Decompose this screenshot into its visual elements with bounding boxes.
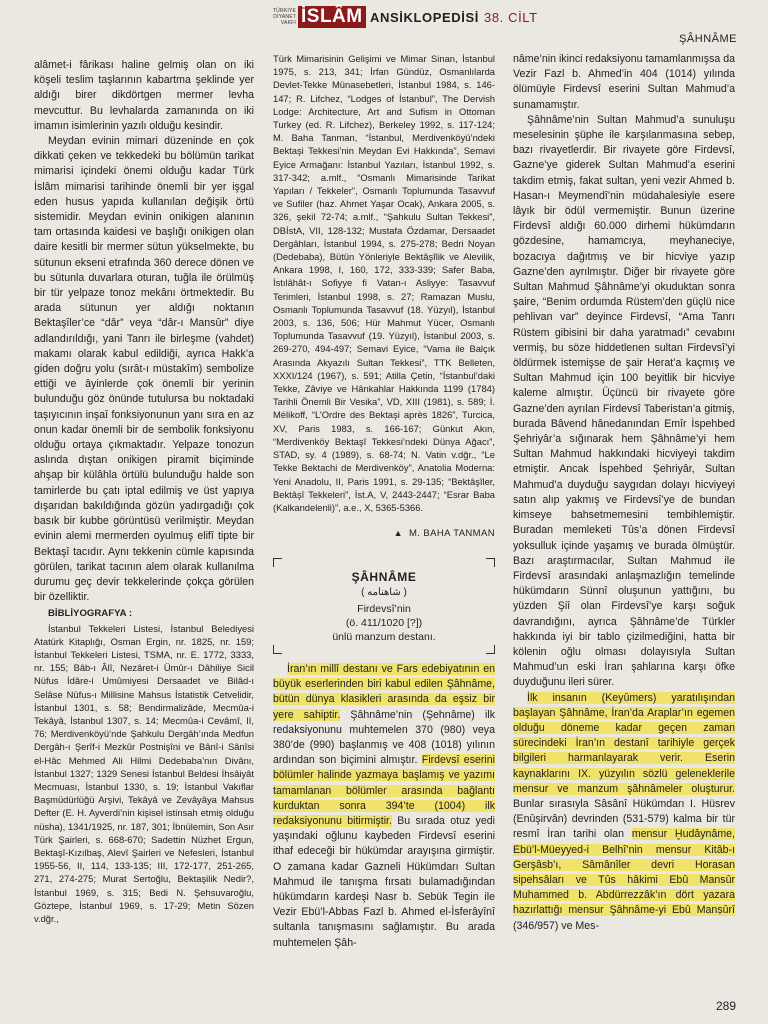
highlighted-text: Firdevsî eserini bölümler halinde yazmaya başlamış ve yazımı tamamlanan bölümler arasında bağlantı kurduktan sonra 394’te (1004) ilk redaksiyonunu bitirmiştir. [273,754,496,828]
corner-mark [273,645,282,654]
column-middle-top [273,52,495,541]
highlighted-text: mensur Ḫudâynâme, Ebü’l-Müeyyed-i Belhî’nin mensur Kitâb-ı Gerşâsb’ı, Sâmânîler devri Horasan sipehsâları ve Tûs hâkimi Ebû Mansûr Muhammed b. Abdürrezzâk’ın dört yazara hazırlattığı mensur Şâhnâme-yi Ebû Manṣûrî [513,828,735,917]
highlighted-text: İran’ın millî destanı ve Fars edebiyatının en büyük eserlerinden biri kabul edilen Şâhnâme, bütün dünya klasikleri arasında da eşsiz bir yere sahiptir. [273,663,495,721]
highlighted-text: İlk insanın (Keyûmers) yaratılışından başlayan Şâhnâme, İran’da Araplar’ın egemen olduğu döneme kadar geçen zaman sürecindeki İran’ın destanî tarihiyle gerçek bilgileri harmanlayarak verir. Eserin kaynaklarını IX. yüzyılın sözlü geleneklerile mensur ve manzum şâhnâmeler oluşturur. [513,691,735,795]
text-run: Bunlar sırasıyla Sâsânî Hükümdarı I. Hüsrev (Enûşirvân) devrinden (531-579) kalma bir tür resmî İran tarihi olan [513,797,735,841]
author-name: M. BAHA TANMAN [408,528,495,540]
text-run: (346/957) ve Mes- [513,919,599,932]
corner-mark [273,558,282,567]
column-left [34,58,254,925]
publisher-label: TÜRKİYE DİYANET VAKFI [272,8,296,26]
volume-label: 38. CİLT [484,10,538,25]
paragraph [273,662,495,951]
author-mark-icon: ▲ [393,528,403,539]
entry-subtitle: (ö. 411/1020 [?]) [345,617,423,629]
entry-heading-box [273,558,495,654]
entry-subtitle: ünlü manzum destanı. [332,631,436,643]
logo-islam: İSLÂM [298,6,366,28]
text-run: Bu sırada otuz yedi yaşındaki oğlunu kaybeden Firdevsî eserini ithaf edeceği bir hükümdar arayışına girmiştir. O zamana kadar Gazneli Hükümdarı Sultan Mahmud ile tanışma fırsatı bulamadığından hükümdarın kardeşi Nasr b. Sebük Tegin ile Vezir Ebü’l-Abbas Fazl b. Ahmed el-İsferâyînî sultanla tanışmasını sağlamıştır. Bu arada muhtemelen Şâh- [273,815,495,949]
text-run: Şâhnâme’nin (Şehnâme) ilk redaksiyonunu muhtemelen 370 (980) veya 380’de (990) başlanmış ve 408 (1018) yılının ardından son biçimini almıştır. [273,708,495,767]
paragraph [513,691,735,934]
paragraph: Şâhnâme’nin Sultan Mahmud’a sunuluşu meselesinin şüphe ile karşılanmasına sebep, bazı rivayetlerdir. Bir rivayete göre Firdevsî, Gazne’ye giderek Sultan Mahmud’a eserini takdim etmiş, fakat sultan, yeni vezir Ahmed b. Hasan-ı Meymendî’nin müdahalesiyle esere lâyık bir ödül vermemiştir. Bunun üzerine Firdevsî aldığı 60.000 dirhemi hükümdarın gözdesine, hamamcıya, meyhaneciye, bozacıya dağıtmış ve bir hicviye yazıp Gazne’den ayrılmıştır. Diğer bir rivayete göre Sultan Mahmud Şâhnâme’yi okuduktan sonra şaire, “Benim ordumda Rüstem’den güçlü nice pehlivan var” deyince Firdevsî, “Ama Tanrı Rüstem gibisini bir daha yaratmadı” cevabını vermiş, bu söze hiddetlenen sultan Firdevsî’yi öldürmek istemişse de şair Herat’a kaçmış ve Sultan Mahmud için 100 beyitlik bir hicviye kaleme almıştır. Üçüncü bir rivayete göre Gazne’den ayrılan Firdevsî Taberistan’a gitmiş, burada Bâvend hânedanından Emîr İspehbed Şehriyâr’a sığınarak hem Şâhnâme’yi hem Sultan Mahmud hakkındaki hicviyeyi takdim etmiştir. Ancak İspehbed Şehriyâr, Sultan Mahmud’a duyduğu saygıdan dolayı hicviyeyi satın alıp yakmış ve Firdevsî’ye de bundan kimseye bahsetmemesini tembihlemiştir. Buradan memleketi Tûs’a dönen Firdevsî yoksulluk içinde yaşamış ve burada ölmüştür. Bazı araştırmacılar, Sultan Mahmud ile Firdevsî arasındaki anlaşmazlığın temelinde hükümdarın Sünnî oluşunun yattığını, bu yüzden Şiî olan Firdevsî’ye karşı soğuk davrandığını, ayrıca Şâhnâme’de Türkler hakkında iyi bir tablo çizilmediğini, hatta bir kölenin oğlu olması dolayısıyla Sultan Mahmud’un eski İran şahlarına karşı öfke duyduğunu ileri sürer. [513,113,735,689]
logo-ansiklopedisi: ANSİKLOPEDİSİ [370,10,479,25]
running-head-word: ŞÂHNÂME [679,33,737,45]
corner-mark [486,558,495,567]
column-right [513,52,735,934]
corner-mark [486,645,495,654]
paragraph: alâmet-i fârikası haline gelmiş olan on iki köşeli teslim taşlarının kabartma şeklinde yer aldığı birer dikdörtgen mermer levha mevcuttur. Bu levhalarda zamanında on iki imamın isimlerinin yazılı olduğu kesindir. [34,59,254,132]
entry-title: ŞÂHNÂME [351,570,417,584]
entry-arabic-title: ( شاهنامه ) [361,587,407,598]
paragraph: nâme’nin ikinci redaksiyonu tamamlanmışsa da Vezir Fazl b. Ahmed’in 404 (1014) yılında ölümüyle Firdevsî eserini Sultan Mahmud’a sunamamıştır. [513,53,735,111]
entry-subtitle: Firdevsî’nin [357,603,411,615]
page-number: 289 [715,999,736,1013]
bibliography-text: Türk Mimarisinin Gelişimi ve Mimar Sinan, İstanbul 1975, s. 213, 341; İrfan Gündüz, Osmanlılarda Devlet-Tekke Münasebetleri, İstanbul 1984, s. 146-147; R. Lifchez, “Lodges of İstanbul”, The Dervish Lodge: Architecture, Art and Sufism in Ottoman Turkey (ed. R. Lifchez), Berkeley 1992, s. 117-124; M. Baha Tanman, “İstanbul, Merdivenköyü’ndeki Bektaşi Tekkesi’nin Meydan Evi Hakkında”, Semavi Eyice Armağanı: İstanbul Yazıları, İstanbul 1992, s. 317-342; a.mlf., “Osmanlı Mimarisinde Tarikat Yapıları / Tekkeler”, Osmanlı Toplumunda Tasavvuf ve Sufiler (haz. Ahmet Yaşar Ocak), Ankara 2005, s. 326, şekil 72-74; a.mlf., “Şahkulu Sultan Tekkesi”, DBİstA, VII, 128-132; Mustafa Özdamar, Dersaadet Dergâhları, İstanbul 1994, s. 275-278; Bedri Noyan (Dedebaba), Bütün Yönleriyle Bektâşîlik ve Alevilik, Ankara 1998, I, 160, 172, 333-339; Safer Baba, İstılâhât-ı Sofiyye fi Vatan-ı Asliyye: Tasavvuf Terimleri, İstanbul 1998, s. 27; Ramazan Muslu, Osmanlı Toplumunda Tasavvuf (18. Yüzyıl), İstanbul 2003, s. 136, 506; Hür Mahmut Yücer, Osmanlı Toplumunda Tasavvuf (19. Yüzyıl), İstanbul 2003, s. 269-270, 494-497; Semavi Eyice, “Vama ile Balçık Arasında Akyazılı Sultan Tekkesi”, TTK Belleten, XXXI/124 (1967), s. 591; Atilla Çetin, “İstanbul’daki Tekke, Zâviye ve Hânkahlar Hakkında 1199 (1784) Tarihli Önemli Bir Vesika”, VD, XIII (1981), s. 589; İ. Mélikoff, “L’Ordre des Bektaşi après 1826”, Turcica, XV, Paris 1983, s. 166-167; Günkut Akın, “Merdivenköy Bektaşî Tekkesi’ndeki Dünya Ağacı”, STAD, sy. 4 (1989), s. 68-74; N. Vatin v.dğr., “Le Tekke Bektachi de Merdivenköy”, Anatolia Moderna: Yeni Anadolu, II, Paris 1991, s. 29-135; “Bektâşîler, Bektâşî Tekkeleri”, İst.A, V, 2443-2447; “Esrar Baba (Kalkandelenli)”, a.e., X, 5365-5366. [273,53,495,513]
bibliography-heading: BİBLİYOGRAFYA : [48,608,133,620]
paragraph: Meydan evinin mimari düzeninde en çok dikkati çeken ve tekkedeki bu bölümün tarikat mimarisi içindeki önemi olduğu kadar Türk İslâm mimarisi tarihinde önemli bir yer işgal eden husus yapıda kullanılan değişik örtü sistemidir. Meydan evinin onikigen alanının tam ortasında kaidesi ve başlığı onikigen olan daire kesitli bir mermer sütun yükselmekte, bu sütunun ekseni etrafında 360 derece dönen ve bu sütunla duvarlara oturan, tuğla ile örülmüş bir tür yelpaze tonoz mekânı örtmektedir. Bu arada sütunun yer aldığı noktanın Bektaşîler’ce “dâr” veya “dâr-ı Mansûr” diye adlandırıldığı, yani Tanrı ile birleşme (vahdet) makamı olarak kabul edildiği, ayrıca Hakk’a giden doğru yolu (sırât-ı müstakîm) sembolize ettiği ve âyinlerde çok önemli bir yerinin bulunduğu göz önünde tutulursa bu noktadaki taşıyıcının inşaî fonksiyonunun yanı sıra en az onun kadar önemli bir de sembolik fonksiyonu olduğu ortaya çıkmaktadır. Yelpaze tonozun aslında dıştan onikigen piramit biçiminde ahşap bir külâhla örtülü bulunduğu halde son tamirlerde bu çatı iptal edilmiş ve üst yapıya dışarıdan bakıldığında gözün yadırgadığı çok basık bir kubbe görüntüsü verilmiştir. Meydan evinin alemi mermerden oyulmuş elifî tipte bir Bektaşî tacıdır. Aynı tekkenin cümle kapısında görülen, tarikat tacının alem olarak kullanılma durumu geç devir tekkelerinde çokça görülen bir özelliktir. [34,135,254,604]
column-middle-bottom [273,662,495,951]
bibliography-text: İstanbul Tekkeleri Listesi, İstanbul Belediyesi Atatürk Kitaplığı, Osman Ergin, nr. 1825, nr. 159; İstanbul Tekkeleri Listesi, TSMA, nr. E. 1772, 3333, nr. 155; Bâb-ı Âlî, Nezâret-i Ümûr-ı Dâhiliye Sicil Nüfus İdâre-i Umûmiyesi Dersaadet ve Bilâd-ı Selâse Nüfus-ı Millisine Mahsus İstatistik Cetvelidir, İstanbul 1301, s. 58; Bendirmalizâde, Mecmûa-i Tekâyâ, İstanbul 1307, s. 14; Mecmûa-i Cevâmî, II, 76; Merdivenköyü’nde Şahkulu Dergâh’ında Medfun Dergâh-ı Şerîf-i Mezkûr Postnişîni ve Bânî-i Sânîsi el-Hâc Mehmed Ali Hilmi Dedebaba’nın Divânı, İstanbul 1327; 1329 Senesi İstanbul Beldesi İhsâiyât Mecmuası, İstanbul 1330, s. 19; İstanbul Vakıflar Başmüdürlüğü Arşivi, Tekâyâ ve Zevâyâya Mahsus Defter (E. H. Ayverdi’nin kişisel istinsah etmiş olduğu nüsha), 1341/1925, nr. 187, 301; İbnülemin, Son Asır Türk Şairleri, s. 668-670; Sadettin Nüzhet Ergun, Bektaşî-Kızılbaş, Alevî Şairleri ve Nefesleri, İstanbul 1955-56, II, 114, 133-135; III, 172-177, 251-265, 271, 274-275; Murat Sertoğlu, Bektaşilik Nedir?, İstanbul 1969, s. 315; Bedi N. Şehsuvaroğlu, Göztepe, İstanbul 1969, s. 17-29; Metin Sözen v.dğr., [34,622,254,924]
author-signature [273,526,495,541]
encyclopedia-header [262,6,692,30]
